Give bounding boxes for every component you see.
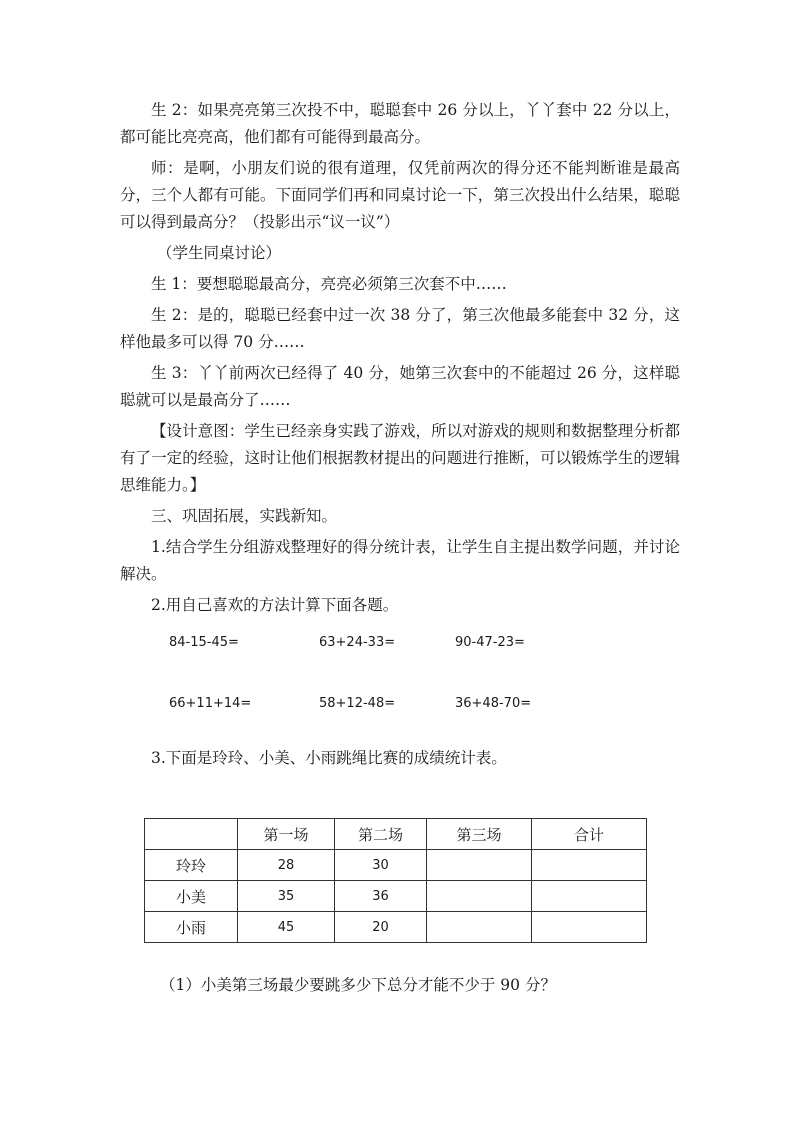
equation: 84-15-45=: [169, 635, 239, 650]
table-cell: 35: [238, 881, 335, 912]
paragraph-teacher-remark: 师：是啊，小朋友们说的很有道理，仅凭前两次的得分还不能判断谁是最高分，三个人都有可能。下面同学们再和同桌讨论一下，第三次投出什么结果，聪聪可以得到最高分？（投影出示“议一议”）: [120, 159, 680, 231]
table-cell-name: 玲玲: [145, 850, 238, 881]
exercise-1: 1.结合学生分组游戏整理好的得分统计表，让学生自主提出数学问题，并讨论解决。: [120, 538, 680, 583]
table-row: [145, 912, 647, 943]
paragraph-discussion-note: （学生同桌讨论）: [157, 244, 282, 262]
paragraph-student2-reply: 生 2：如果亮亮第三次投不中，聪聪套中 26 分以上，丫丫套中 22 分以上，都可能比亮亮高，他们都有可能得到最高分。: [120, 101, 680, 146]
table-row: [145, 850, 647, 881]
table-cell: [427, 850, 532, 881]
equation: 58+12-48=: [319, 696, 396, 711]
table-cell-name: 小美: [145, 881, 238, 912]
paragraph-student3: 生 3：丫丫前两次已经得了 40 分，她第三次套中的不能超过 26 分，这样聪聪就可以是最高分了……: [120, 364, 680, 409]
table-header-cell: 第三场: [427, 819, 532, 850]
table-header-cell: 第一场: [238, 819, 335, 850]
section-heading: 三、巩固拓展，实践新知。: [151, 507, 338, 525]
equation: 63+24-33=: [319, 635, 396, 650]
score-table: [144, 818, 647, 943]
table-cell: [532, 912, 647, 943]
exercise-2: 2.用自己喜欢的方法计算下面各题。: [151, 596, 399, 614]
equation: 66+11+14=: [169, 696, 252, 711]
exercise-3-intro: 3.下面是玲玲、小美、小雨跳绳比赛的成绩统计表。: [151, 749, 507, 767]
equation: 36+48-70=: [455, 696, 532, 711]
paragraph-student1: 生 1：要想聪聪最高分，亮亮必须第三次套不中……: [151, 275, 507, 293]
table-header-cell: 第二场: [335, 819, 427, 850]
table-header-row: [145, 819, 647, 850]
paragraph-design-intent: 【设计意图：学生已经亲身实践了游戏，所以对游戏的规则和数据整理分析都有了一定的经验，这时让他们根据教材提出的问题进行推断，可以锻炼学生的逻辑思维能力。】: [120, 422, 680, 494]
equation-row: [120, 629, 680, 656]
table-cell: 45: [238, 912, 335, 943]
equation: 90-47-23=: [455, 635, 525, 650]
table-cell-name: 小雨: [145, 912, 238, 943]
table-cell: 30: [335, 850, 427, 881]
table-cell: [532, 881, 647, 912]
table-cell: 36: [335, 881, 427, 912]
table-row: [145, 881, 647, 912]
paragraph-student2: 生 2：是的，聪聪已经套中过一次 38 分了，第三次他最多能套中 32 分，这样他最多可以得 70 分……: [120, 306, 680, 351]
document-body: [120, 97, 680, 776]
table-cell: 28: [238, 850, 335, 881]
equation-row: [120, 690, 680, 717]
table-header-cell: 合计: [532, 819, 647, 850]
table-cell: [427, 881, 532, 912]
table-header-cell: [145, 819, 238, 850]
question-1: （1）小美第三场最少要跳多少下总分才能不少于 90 分？: [160, 976, 556, 994]
table-cell: [427, 912, 532, 943]
table-cell: 20: [335, 912, 427, 943]
table-cell: [532, 850, 647, 881]
